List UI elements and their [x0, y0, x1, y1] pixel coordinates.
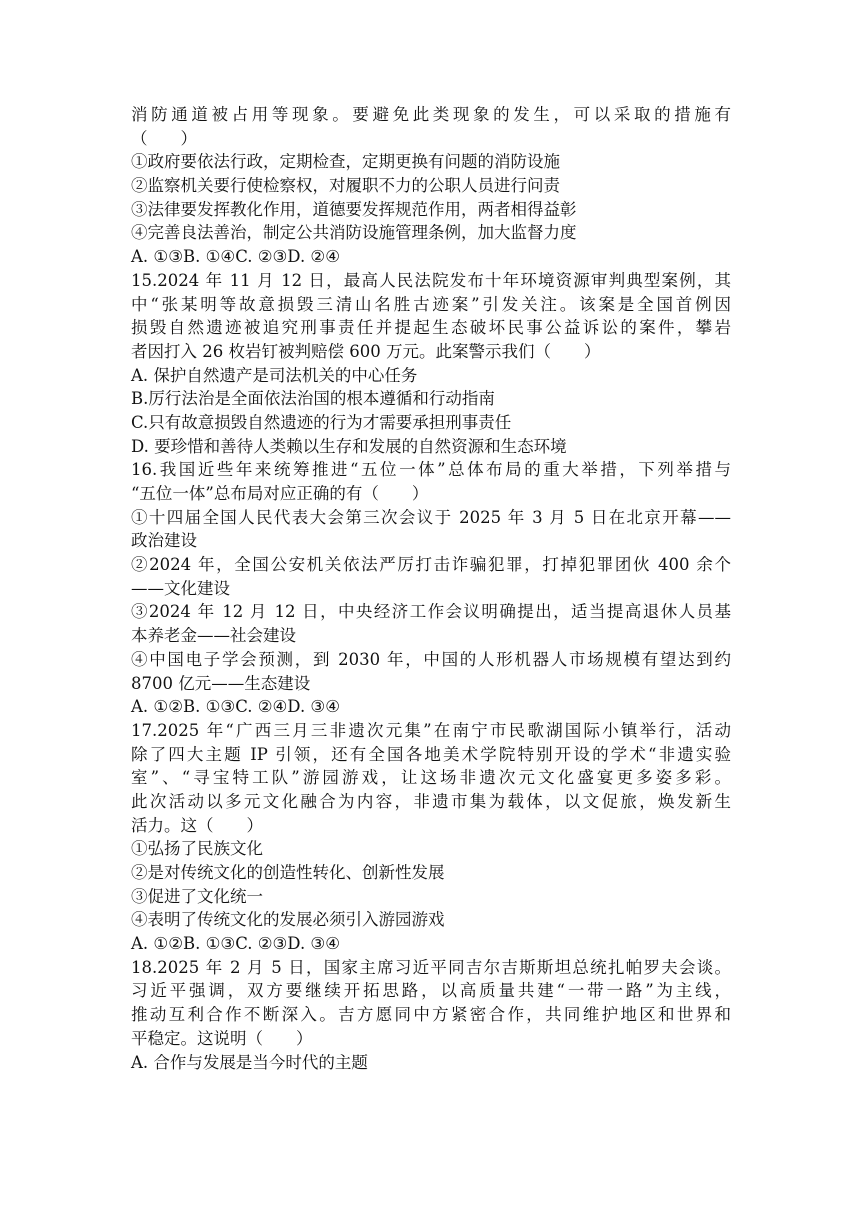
text-line: C.只有故意损毁自然遗迹的行为才需要承担刑事责任	[131, 412, 512, 432]
text-line: 平稳定。这说明（ ）	[131, 1028, 313, 1048]
text-line: ④完善良法善治，制定公共消防设施管理条例，加大监督力度	[131, 223, 577, 243]
text-line: ④中国电子学会预测，到 2030 年，中国的人形机器人市场规模有望达到约	[131, 649, 731, 669]
document-body	[131, 103, 731, 1074]
text-line: B.厉行法治是全面依法治国的根本遵循和行动指南	[131, 389, 495, 409]
text-line: 17.2025 年“广西三月三非遗次元集”在南宁市民歌湖国际小镇举行，活动	[131, 720, 731, 740]
text-line: A. ①③B. ①④C. ②③D. ②④	[131, 247, 341, 267]
text-line: A. ①②B. ①③C. ②③D. ③④	[131, 934, 341, 954]
text-line: 活力。这（ ）	[131, 815, 263, 835]
text-line: 中“张某明等故意损毁三清山名胜古迹案”引发关注。该案是全国首例因	[131, 294, 731, 314]
text-line: （ ）	[131, 128, 197, 148]
text-line: ③促进了文化统一	[131, 886, 263, 906]
text-line: ①政府要依法行政，定期检查，定期更换有问题的消防设施	[131, 152, 560, 172]
text-line: 政治建设	[131, 531, 197, 551]
text-line: “五位一体”总布局对应正确的有（ ）	[131, 484, 429, 503]
text-line: 推动互利合作不断深入。吉方愿同中方紧密合作，共同维护地区和世界和	[131, 1005, 731, 1025]
text-line: D. 要珍惜和善待人类赖以生存和发展的自然资源和生态环境	[131, 436, 567, 456]
text-line: 此次活动以多元文化融合为内容，非遗市集为载体，以文促旅，焕发新生	[131, 791, 731, 811]
text-line: ①十四届全国人民代表大会第三次会议于 2025 年 3 月 5 日在北京开幕——	[131, 507, 731, 527]
text-line: A. ①②B. ①③C. ②④D. ③④	[131, 697, 341, 717]
text-line: 消防通道被占用等现象。要避免此类现象的发生，可以采取的措施有	[131, 105, 731, 124]
text-line: 习近平强调，双方要继续开拓思路，以高质量共建“一带一路”为主线，	[131, 981, 731, 1001]
text-line: ——文化建设	[131, 578, 230, 598]
text-line: 室”、“寻宝特工队”游园游戏，让这场非遗次元文化盛宴更多姿多彩。	[131, 768, 731, 788]
text-line: ②是对传统文化的创造性转化、创新性发展	[131, 863, 445, 882]
text-line: 损毁自然遗迹被追究刑事责任并提起生态破坏民事公益诉讼的案件，攀岩	[131, 318, 731, 338]
text-line: ①弘扬了民族文化	[131, 839, 263, 859]
text-line: 除了四大主题 IP 引领，还有全国各地美术学院特别开设的学术“非遗实验	[131, 744, 731, 764]
text-line: 者因打入 26 枚岩钉被判赔偿 600 万元。此案警示我们（ ）	[131, 341, 601, 361]
text-line: A. 保护自然遗产是司法机关的中心任务	[131, 365, 418, 385]
text-line: 18.2025 年 2 月 5 日，国家主席习近平同吉尔吉斯斯坦总统扎帕罗夫会谈。	[131, 957, 731, 977]
text-line: ②2024 年，全国公安机关依法严厉打击诈骗犯罪，打掉犯罪团伙 400 余个	[131, 555, 731, 575]
text-line: ③法律要发挥教化作用，道德要发挥规范作用，两者相得益彰	[131, 199, 577, 219]
text-line: A. 合作与发展是当今时代的主题	[131, 1052, 368, 1072]
text-line: 15.2024 年 11 月 12 日，最高人民法院发布十年环境资源审判典型案例，其	[131, 270, 731, 290]
text-line: 8700 亿元——生态建设	[131, 673, 311, 693]
text-line: 16.我国近些年来统筹推进“五位一体”总体布局的重大举措，下列举措与	[131, 460, 731, 480]
text-line: ④表明了传统文化的发展必须引入游园游戏	[131, 910, 445, 930]
text-line: 本养老金——社会建设	[131, 626, 296, 646]
text-line: ③2024 年 12 月 12 日，中央经济工作会议明确提出，适当提高退休人员基	[131, 602, 731, 622]
text-line: ②监察机关要行使检察权，对履职不力的公职人员进行问责	[131, 176, 560, 196]
